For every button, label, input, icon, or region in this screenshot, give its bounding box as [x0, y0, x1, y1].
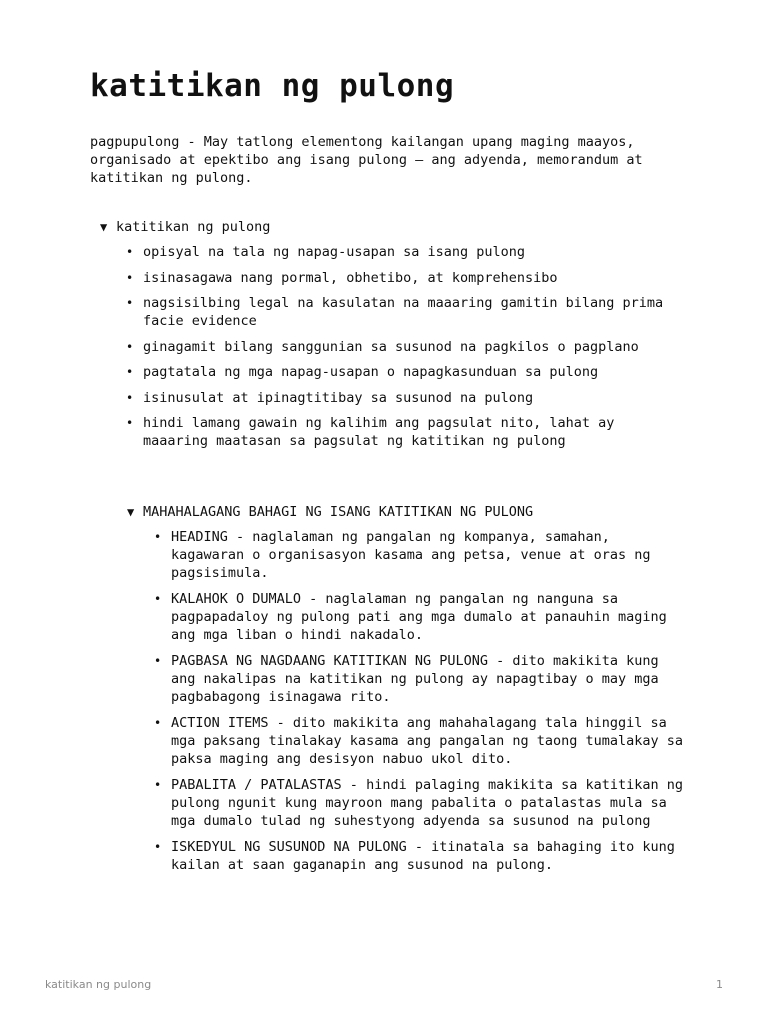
page-title: katitikan ng pulong: [90, 68, 455, 104]
list-item: • ISKEDYUL NG SUSUNOD NA PULONG - itinatala sa bahaging ito kung kailan at saan gaganapin ang susunod na pulong.: [149, 838, 687, 874]
toggle-heading-label: MAHAHALAGANG BAHAGI NG ISANG KATITIKAN NG PULONG: [143, 504, 534, 520]
toggle-header[interactable]: [127, 503, 687, 521]
toggle-section-bahagi: [127, 503, 687, 882]
bullet-list: [149, 528, 687, 874]
page-number: 1: [716, 978, 723, 991]
list-item: • opisyal na tala ng napag-usapan sa isang pulong: [121, 243, 680, 261]
bullet-list: [121, 243, 680, 450]
toggle-section-katitikan: [100, 218, 680, 458]
list-item: • ginagamit bilang sanggunian sa susunod na pagkilos o pagplano: [121, 338, 680, 356]
list-item: • isinasagawa nang pormal, obhetibo, at komprehensibo: [121, 269, 680, 287]
list-item: • isinusulat at ipinagtitibay sa susunod na pulong: [121, 389, 680, 407]
list-item: • nagsisilbing legal na kasulatan na maaaring gamitin bilang prima facie evidence: [121, 294, 680, 330]
toggle-heading-label: katitikan ng pulong: [116, 219, 271, 235]
list-item: • KALAHOK O DUMALO - naglalaman ng pangalan ng nanguna sa pagpapadaloy ng pulong pati ang mga dumalo at panauhin maging ang mga liban o hindi nakadalo.: [149, 590, 687, 644]
list-item: • ACTION ITEMS - dito makikita ang mahahalagang tala hinggil sa mga paksang tinalakay kasama ang pangalan ng taong tumalakay sa paksa maging ang desisyon nabuo ukol dito.: [149, 714, 687, 768]
toggle-header[interactable]: [100, 218, 680, 236]
intro-paragraph: pagpupulong - May tatlong elementong kailangan upang maging maayos, organisado at epektibo ang isang pulong – ang adyenda, memorandum at katitikan ng pulong.: [90, 134, 643, 186]
list-item: • PAGBASA NG NAGDAANG KATITIKAN NG PULONG - dito makikita kung ang nakalipas na katitikan ng pulong ay napagtibay o may mga pagbabagong isinagawa rito.: [149, 652, 687, 706]
footer-title: katitikan ng pulong: [45, 978, 152, 991]
list-item: • pagtatala ng mga napag-usapan o napagkasunduan sa pulong: [121, 363, 680, 381]
list-item: • HEADING - naglalaman ng pangalan ng kompanya, samahan, kagawaran o organisasyon kasama ang petsa, venue at oras ng pagsisimula.: [149, 528, 687, 582]
triangle-down-icon[interactable]: ▼: [100, 220, 108, 234]
list-item: • PABALITA / PATALASTAS - hindi palaging makikita sa katitikan ng pulong ngunit kung mayroon mang pabalita o patalastas mula sa mga dumalo tulad ng suhestyong adyenda sa susunod na pulong: [149, 776, 687, 830]
list-item: • hindi lamang gawain ng kalihim ang pagsulat nito, lahat ay maaaring maatasan sa pagsulat ng katitikan ng pulong: [121, 414, 680, 450]
triangle-down-icon[interactable]: ▼: [127, 505, 135, 519]
